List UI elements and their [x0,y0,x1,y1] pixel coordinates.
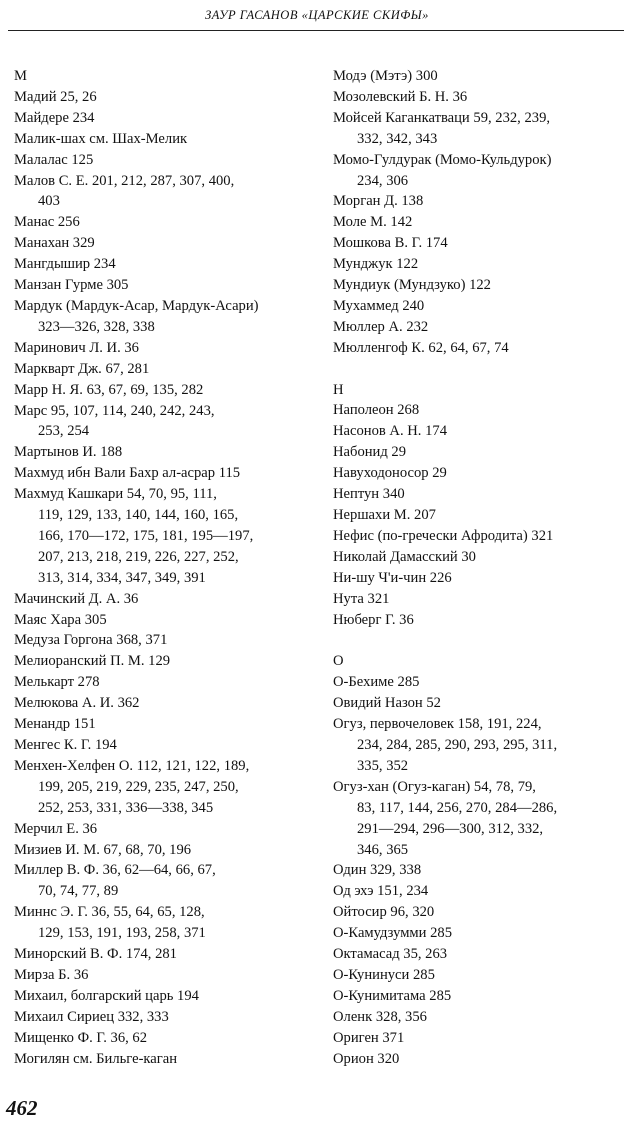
section-letter: М [14,68,27,84]
entry-line: Менхен-Хелфен О. 112, 121, 122, 189, [14,757,250,774]
entry-line: Момо-Гулдурак (Момо-Кульдурок) [333,151,552,168]
index-entry [14,944,314,965]
entry-line: Менандр 151 [14,716,96,733]
index-entry [14,735,314,756]
entry-line: Малов С. Е. 201, 212, 287, 307, 400, [14,172,235,189]
index-entry [333,442,627,463]
entry-line: Ойтосир 96, 320 [333,904,435,921]
entry-line: Могилян см. Бильге-каган [14,1050,178,1067]
index-entry [14,338,314,359]
section-gap [333,359,627,380]
index-entry [14,693,314,714]
index-entry [14,254,314,275]
index-entry [333,150,627,192]
section-letter: О [333,653,344,670]
index-entry [14,840,314,861]
index-entry [333,986,627,1007]
entry-line: Мюллер А. 232 [333,318,429,335]
index-entry [14,275,314,296]
entry-line: Орион 320 [333,1050,400,1067]
entry-continuation-line: 199, 205, 219, 229, 235, 247, 250, [38,778,239,795]
index-entry [14,714,314,735]
entry-line: О-Бехиме 285 [333,674,420,691]
index-entry [333,296,627,317]
entry-line: Нептун 340 [333,486,405,503]
entry-line: Моле М. 142 [333,214,413,231]
entry-line: Михаил, болгарский царь 194 [14,987,199,1004]
entry-line: Навуходоносор 29 [333,465,447,482]
index-entry [14,359,314,380]
entry-line: Махмуд Кашкари 54, 70, 95, 111, [14,486,217,503]
entry-line: Мюлленгоф К. 62, 64, 67, 74 [333,339,509,356]
entry-continuation-line: 119, 129, 133, 140, 144, 160, 165, [38,507,239,524]
index-entry [333,108,627,150]
entry-line: Малалас 125 [14,151,94,168]
entry-line: Мирза Б. 36 [14,966,89,983]
index-entry [14,150,314,171]
running-header: ЗАУР ГАСАНОВ «ЦАРСКИЕ СКИФЫ» [205,8,429,22]
entry-line: Михаил Сириец 332, 333 [14,1008,169,1025]
entry-continuation-line: 335, 352 [357,757,409,774]
entry-line: Мухаммед 240 [333,297,425,314]
entry-line: Миннс Э. Г. 36, 55, 64, 65, 128, [14,904,205,921]
entry-line: Овидий Назон 52 [333,695,441,712]
index-entry [14,756,314,819]
entry-line: Манахан 329 [14,235,95,252]
index-entry [14,860,314,902]
entry-line: Марр Н. Я. 63, 67, 69, 135, 282 [14,381,204,398]
header-rule [8,30,624,31]
index-entry [14,380,314,401]
index-entry [333,526,627,547]
entry-continuation-line: 253, 254 [38,423,90,440]
index-entry [14,442,314,463]
index-entry [14,87,314,108]
entry-continuation-line: 234, 306 [357,172,409,189]
entry-line: Нефис (по-гречески Афродита) 321 [333,527,554,544]
entry-continuation-line: 129, 153, 191, 193, 258, 371 [38,925,206,942]
index-entry [14,171,314,213]
entry-continuation-line: 207, 213, 218, 219, 226, 227, 252, [38,548,239,565]
index-entry [14,212,314,233]
entry-line: Наполеон 268 [333,402,420,419]
entry-continuation-line: 291—294, 296—300, 312, 332, [357,820,544,837]
index-entry [14,819,314,840]
entry-line: Майдере 234 [14,109,95,126]
index-entry [14,1028,314,1049]
index-entry [333,1028,627,1049]
entry-line: Мищенко Ф. Г. 36, 62 [14,1029,148,1046]
entry-line: Мунджук 122 [333,256,419,273]
index-entry [333,589,627,610]
index-entry [333,484,627,505]
entry-line: Октамасад 35, 263 [333,946,448,963]
entry-line: Мойсей Каганкатваци 59, 232, 239, [333,109,551,126]
entry-line: Маринович Л. И. 36 [14,339,139,356]
index-entry [14,1007,314,1028]
index-entry [333,233,627,254]
entry-line: Мерчил Е. 36 [14,820,98,837]
index-entry [333,714,627,777]
entry-line: Мелюкова А. И. 362 [14,695,140,712]
entry-continuation-line: 313, 314, 334, 347, 349, 391 [38,569,206,586]
index-entry [333,672,627,693]
entry-line: Модэ (Мэтэ) 300 [333,68,438,84]
entry-continuation-line: 332, 342, 343 [357,130,438,147]
index-entry [333,1049,627,1070]
index-entry [333,902,627,923]
entry-line: Ни-шу Ч'и-чин 226 [333,569,452,586]
entry-continuation-line: 234, 284, 285, 290, 293, 295, 311, [357,736,558,753]
entry-line: Манзан Гурме 305 [14,277,129,294]
entry-continuation-line: 70, 74, 77, 89 [38,883,119,900]
entry-line: Морган Д. 138 [333,193,424,210]
entry-continuation-line: 166, 170—172, 175, 181, 195—197, [38,527,254,544]
entry-line: Оленк 328, 356 [333,1008,427,1025]
index-entry [14,233,314,254]
entry-line: О-Камудзумми 285 [333,925,453,942]
index-entry [333,547,627,568]
entry-continuation-line: 346, 365 [357,841,409,858]
entry-line: Марс 95, 107, 114, 240, 242, 243, [14,402,215,419]
entry-continuation-line: 83, 117, 144, 256, 270, 284—286, [357,799,558,816]
index-entry [333,87,627,108]
index-entry [14,129,314,150]
index-entry [14,463,314,484]
index-entry [333,881,627,902]
index-entry [333,212,627,233]
index-entry [333,317,627,338]
index-entry [14,986,314,1007]
entry-continuation-line: 403 [38,193,60,210]
entry-line: Мачинский Д. А. 36 [14,590,139,607]
index-entry [333,505,627,526]
index-column-right [333,66,627,1069]
entry-line: О-Кунимитама 285 [333,987,452,1004]
entry-line: Маркварт Дж. 67, 281 [14,360,150,377]
entry-line: Один 329, 338 [333,862,422,879]
index-entry [333,944,627,965]
index-entry [333,1007,627,1028]
entry-line: Минорский В. Ф. 174, 281 [14,946,177,963]
entry-line: Нюберг Г. 36 [333,611,414,628]
entry-line: Мартынов И. 188 [14,444,123,461]
entry-line: Мизиев И. М. 67, 68, 70, 196 [14,841,192,858]
entry-line: Миллер В. Ф. 36, 62—64, 66, 67, [14,862,216,879]
entry-line: Нершахи М. 207 [333,507,436,524]
index-entry [333,400,627,421]
section-letter: Н [333,381,344,398]
index-entry [333,254,627,275]
index-entry [14,484,314,589]
entry-line: Мелиоранский П. М. 129 [14,653,171,670]
index-entry [14,589,314,610]
index-entry [333,693,627,714]
index-entry [333,568,627,589]
entry-line: Маяс Хара 305 [14,611,107,628]
index-entry [14,108,314,129]
page-number: 462 [6,1096,38,1120]
entry-line: Огуз-хан (Огуз-каган) 54, 78, 79, [333,778,536,795]
entry-line: Нута 321 [333,590,390,607]
entry-line: О-Кунинуси 285 [333,966,435,983]
index-entry [14,296,314,338]
index-entry [333,463,627,484]
index-column-left [14,66,314,1070]
entry-line: Насонов А. Н. 174 [333,423,447,440]
index-entry [14,401,314,443]
section-gap [333,630,627,651]
index-entry [333,777,627,861]
index-entry [333,191,627,212]
index-entry [14,1049,314,1070]
entry-line: Огуз, первочеловек 158, 191, 224, [333,716,542,733]
entry-continuation-line: 323—326, 328, 338 [38,318,155,335]
index-entry [333,338,627,359]
entry-continuation-line: 252, 253, 331, 336—338, 345 [38,799,214,816]
entry-line: Мадий 25, 26 [14,88,97,105]
index-entry [333,610,627,631]
index-entry [333,923,627,944]
entry-line: Мардук (Мардук-Асар, Мардук-Асари) [14,297,259,314]
index-entry [333,66,627,87]
index-entry [333,860,627,881]
index-entry [14,965,314,986]
index-entry [333,421,627,442]
entry-line: Мелькарт 278 [14,674,100,691]
index-entry [14,902,314,944]
index-entry [333,275,627,296]
entry-line: Менгес К. Г. 194 [14,737,117,753]
entry-line: Набонид 29 [333,444,407,461]
entry-line: Мошкова В. Г. 174 [333,235,448,252]
index-entry [14,630,314,651]
entry-line: Манас 256 [14,214,80,231]
index-entry [14,610,314,631]
entry-line: Махмуд ибн Вали Бахр ал-асрар 115 [14,465,241,482]
entry-line: Ориген 371 [333,1029,405,1046]
entry-line: Мундиук (Мундзуко) 122 [333,277,491,294]
entry-line: Мангдышир 234 [14,256,116,273]
entry-line: Малик-шах см. Шах-Мелик [14,130,188,147]
entry-line: Од эхэ 151, 234 [333,883,429,900]
index-entry [333,965,627,986]
entry-line: Мозолевский Б. Н. 36 [333,88,468,105]
index-entry [14,672,314,693]
entry-line: Медуза Горгона 368, 371 [14,632,168,649]
index-entry [14,651,314,672]
entry-line: Николай Дамасский 30 [333,548,476,565]
